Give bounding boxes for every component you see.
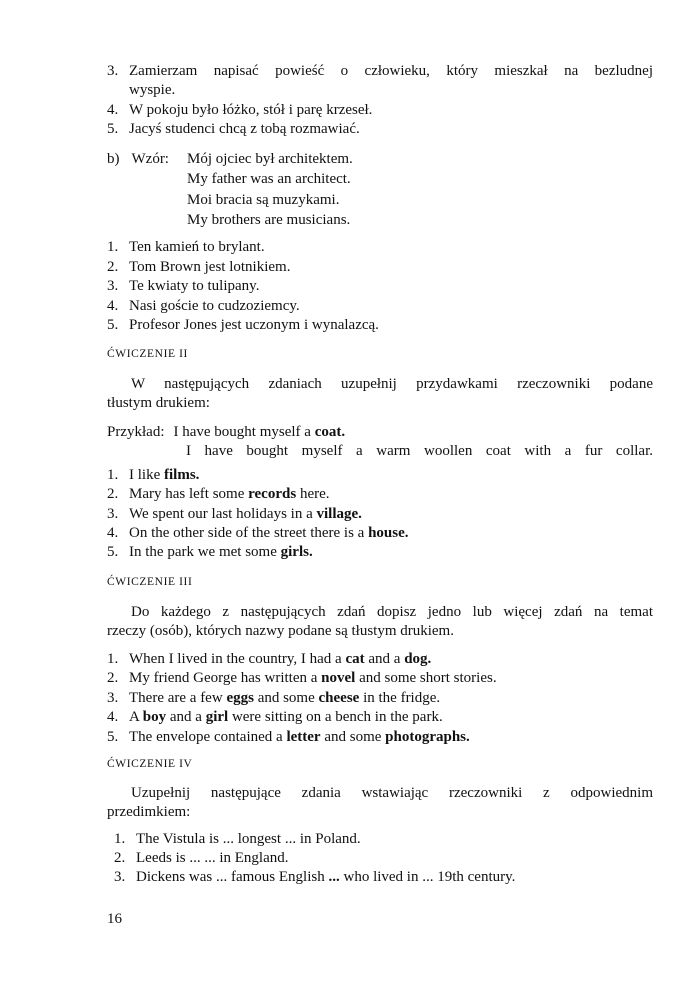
item-text: and a xyxy=(166,709,206,725)
page-number: 16 xyxy=(107,911,122,927)
ex2-item-3 xyxy=(107,505,362,525)
instruction-line-1: W następujących zdaniach uzupełnij przydawkami rzeczowniki podane xyxy=(131,376,653,392)
item-bold-word: letter xyxy=(286,729,321,745)
item-text: On the other side of the street there is a xyxy=(129,525,369,541)
ex3-item-1 xyxy=(107,650,431,670)
pattern-line-2: My father was an architect. xyxy=(187,171,351,187)
b-item-4 xyxy=(107,297,300,317)
instruction-line-1: Do każdego z następujących zdań dopisz jedno lub więcej zdań na temat xyxy=(131,604,653,620)
instruction-line-2: przedimkiem: xyxy=(107,804,191,820)
item-bold-word: girls. xyxy=(280,544,313,560)
item-bold-word: house. xyxy=(368,525,409,541)
b-label: b) xyxy=(107,151,120,167)
item-text: Dickens was ... famous English xyxy=(136,869,329,885)
item-number: 3. xyxy=(107,63,119,79)
item-number: 5. xyxy=(107,121,119,137)
item-bold-word: dog. xyxy=(404,651,432,667)
item-bold-word: photographs. xyxy=(385,729,470,745)
item-bold-word: novel xyxy=(321,670,356,686)
item-number: 2. xyxy=(107,259,119,275)
item-bold-word: records xyxy=(248,486,297,502)
ex3-item-5 xyxy=(107,728,470,748)
item-text: The envelope contained a xyxy=(129,729,287,745)
b-item-5 xyxy=(107,316,379,336)
item-bold-word: ... xyxy=(328,869,340,885)
ex2-item-2 xyxy=(107,485,330,505)
ex2-item-4 xyxy=(107,524,409,544)
a-item-5 xyxy=(107,120,360,140)
item-number: 4. xyxy=(107,102,119,118)
item-bold-word: boy xyxy=(142,709,167,725)
item-number: 4. xyxy=(107,525,119,541)
item-text: Profesor Jones jest uczonym i wynalazcą. xyxy=(129,317,379,333)
b-item-2 xyxy=(107,258,290,278)
item-text: and some short stories. xyxy=(355,670,497,686)
item-text: I like xyxy=(129,467,164,483)
example-row-1 xyxy=(107,423,345,443)
a-item-3 xyxy=(107,62,653,82)
item-text: and some xyxy=(253,690,319,706)
example-bold-word: coat. xyxy=(314,424,346,440)
item-bold-word: eggs xyxy=(226,690,254,706)
item-number: 4. xyxy=(107,709,119,725)
item-text: Leeds is ... ... in England. xyxy=(136,850,289,866)
example-text: I have bought myself a xyxy=(173,424,315,440)
item-number: 4. xyxy=(107,298,119,314)
ex2-item-5 xyxy=(107,543,313,563)
item-number: 3. xyxy=(107,278,119,294)
b-item-3 xyxy=(107,277,259,297)
item-bold-word: cat xyxy=(345,651,365,667)
exercise-heading: ĆWICZENIE II xyxy=(107,348,188,360)
ex4-item-3 xyxy=(114,868,515,888)
item-text: Nasi goście to cudzoziemcy. xyxy=(129,298,300,314)
instruction-line-1: Uzupełnij następujące zdania wstawiając rzeczowniki z odpowiednim xyxy=(131,785,653,801)
item-text-line1: Zamierzam napisać powieść o człowieku, który mieszkał na bezludnej xyxy=(129,63,653,79)
item-number: 5. xyxy=(107,729,119,745)
a-item-4 xyxy=(107,101,372,121)
b-pattern-row xyxy=(107,150,169,170)
item-number: 3. xyxy=(107,506,119,522)
item-bold-word: films. xyxy=(164,467,200,483)
item-number: 1. xyxy=(107,651,119,667)
item-number: 1. xyxy=(114,831,126,847)
item-number: 2. xyxy=(107,670,119,686)
item-number: 3. xyxy=(107,690,119,706)
item-text: My friend George has written a xyxy=(129,670,322,686)
example-row-2 xyxy=(186,442,653,462)
item-text-after: here. xyxy=(296,486,330,502)
instruction-line-2: rzeczy (osób), których nazwy podane są tłustym drukiem. xyxy=(107,623,454,639)
instruction-line-2: tłustym drukiem: xyxy=(107,395,210,411)
ex3-item-2 xyxy=(107,669,497,689)
item-number: 5. xyxy=(107,317,119,333)
item-number: 3. xyxy=(114,869,126,885)
exercise-heading: ĆWICZENIE III xyxy=(107,576,193,588)
item-text: and a xyxy=(364,651,405,667)
ex3-item-3 xyxy=(107,689,440,709)
item-text: were sitting on a bench in the park. xyxy=(228,709,443,725)
item-text: in the fridge. xyxy=(359,690,441,706)
ex2-item-1 xyxy=(107,466,199,486)
item-text: Tom Brown jest lotnikiem. xyxy=(129,259,291,275)
example-label: Przykład: xyxy=(107,424,165,440)
item-text: When I lived in the country, I had a xyxy=(129,651,346,667)
pattern-label: Wzór: xyxy=(131,151,169,167)
item-bold-word: girl xyxy=(205,709,229,725)
item-text: A xyxy=(129,709,143,725)
item-text: Mary has left some xyxy=(129,486,249,502)
ex4-item-1 xyxy=(114,830,361,850)
item-text: The Vistula is ... longest ... in Poland. xyxy=(136,831,361,847)
item-text: who lived in ... 19th century. xyxy=(339,869,516,885)
item-bold-word: cheese xyxy=(318,690,360,706)
item-number: 5. xyxy=(107,544,119,560)
item-number: 1. xyxy=(107,467,119,483)
item-number: 2. xyxy=(107,486,119,502)
ex3-item-4 xyxy=(107,708,443,728)
b-item-1 xyxy=(107,238,265,258)
ex4-item-2 xyxy=(114,849,288,869)
item-text: In the park we met some xyxy=(129,544,281,560)
item-text: and some xyxy=(320,729,386,745)
item-text: Jacyś studenci chcą z tobą rozmawiać. xyxy=(129,121,360,137)
pattern-line-3: Moi bracia są muzykami. xyxy=(187,192,340,208)
exercise-heading: ĆWICZENIE IV xyxy=(107,758,193,770)
example-text: I have bought myself a warm woollen coat with a fur collar. xyxy=(186,443,653,459)
item-number: 2. xyxy=(114,850,126,866)
item-text: We spent our last holidays in a xyxy=(129,506,317,522)
item-text: Ten kamień to brylant. xyxy=(129,239,265,255)
a-item-3-continuation: wyspie. xyxy=(129,82,176,98)
item-text: There are a few xyxy=(129,690,227,706)
item-text: Te kwiaty to tulipany. xyxy=(129,278,260,294)
item-bold-word: village. xyxy=(316,506,362,522)
item-number: 1. xyxy=(107,239,119,255)
item-text: W pokoju było łóżko, stół i parę krzeseł. xyxy=(129,102,373,118)
pattern-line-4: My brothers are musicians. xyxy=(187,212,351,228)
pattern-line-1: Mój ojciec był architektem. xyxy=(187,151,353,167)
